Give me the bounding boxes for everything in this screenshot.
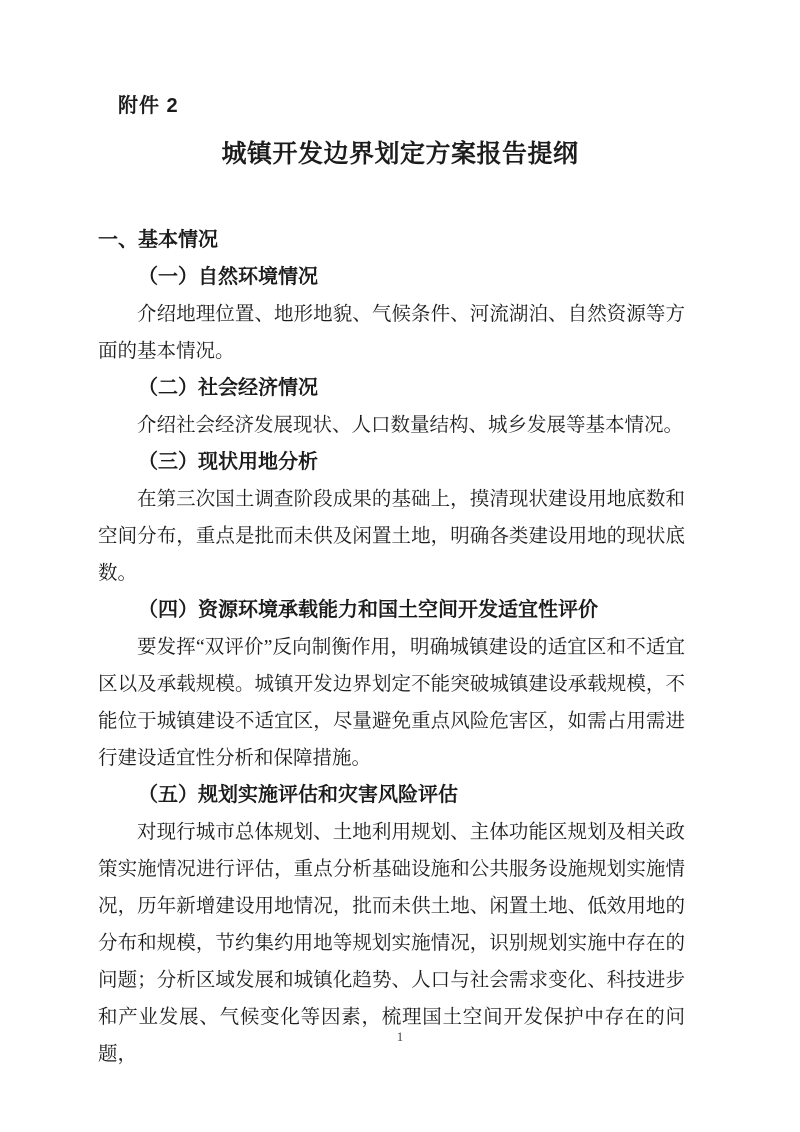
paragraph: 要发挥“双评价”反向制衡作用，明确城镇建设的适宜区和不适宜区以及承载规模。城镇开发边界划定不能突破城镇建设承载规模，不能位于城镇建设不适宜区，尽量避免重点风险危害区，如需占用需进行建设适宜性分析和保障措施。 — [98, 637, 685, 769]
paragraph: 介绍社会经济发展现状、人口数量结构、城乡发展等基本情况。 — [137, 415, 684, 436]
paragraph: 在第三次国土调查阶段成果的基础上，摸清现状建设用地底数和空间分布，重点是批而未供及闲置土地，明确各类建设用地的现状底数。 — [98, 489, 685, 584]
document-body — [98, 222, 685, 1073]
sub-section-heading: （一）自然环境情况 — [138, 266, 318, 288]
attachment-label: 附件 2 — [118, 95, 179, 117]
paragraph: 介绍地理位置、地形地貌、气候条件、河流湖泊、自然资源等方面的基本情况。 — [98, 304, 685, 362]
section-heading: 一、基本情况 — [98, 229, 218, 251]
paragraph: 对现行城市总体规划、土地利用规划、主体功能区规划及相关政策实施情况进行评估，重点分析基础设施和公共服务设施规划实施情况，历年新增建设用地情况，批而未供土地、闲置土地、低效用地的分布和规模，节约集约用地等规划实施情况，识别规划实施中存在的问题；分析区域发展和城镇化趋势、人口与社会需求变化、科技进步和产业发展、气候变化等因素，梳理国土空间开发保护中存在的问题， — [98, 822, 685, 1065]
sub-section-heading: （四）资源环境承载能力和国土空间开发适宜性评价 — [138, 599, 598, 621]
document-title: 城镇开发边界划定方案报告提纲 — [221, 140, 579, 168]
sub-section-heading: （五）规划实施评估和灾害风险评估 — [138, 784, 458, 806]
sub-section-heading: （三）现状用地分析 — [138, 451, 318, 473]
page-number: 1 — [396, 1029, 404, 1044]
sub-section-heading: （二）社会经济情况 — [138, 377, 318, 399]
